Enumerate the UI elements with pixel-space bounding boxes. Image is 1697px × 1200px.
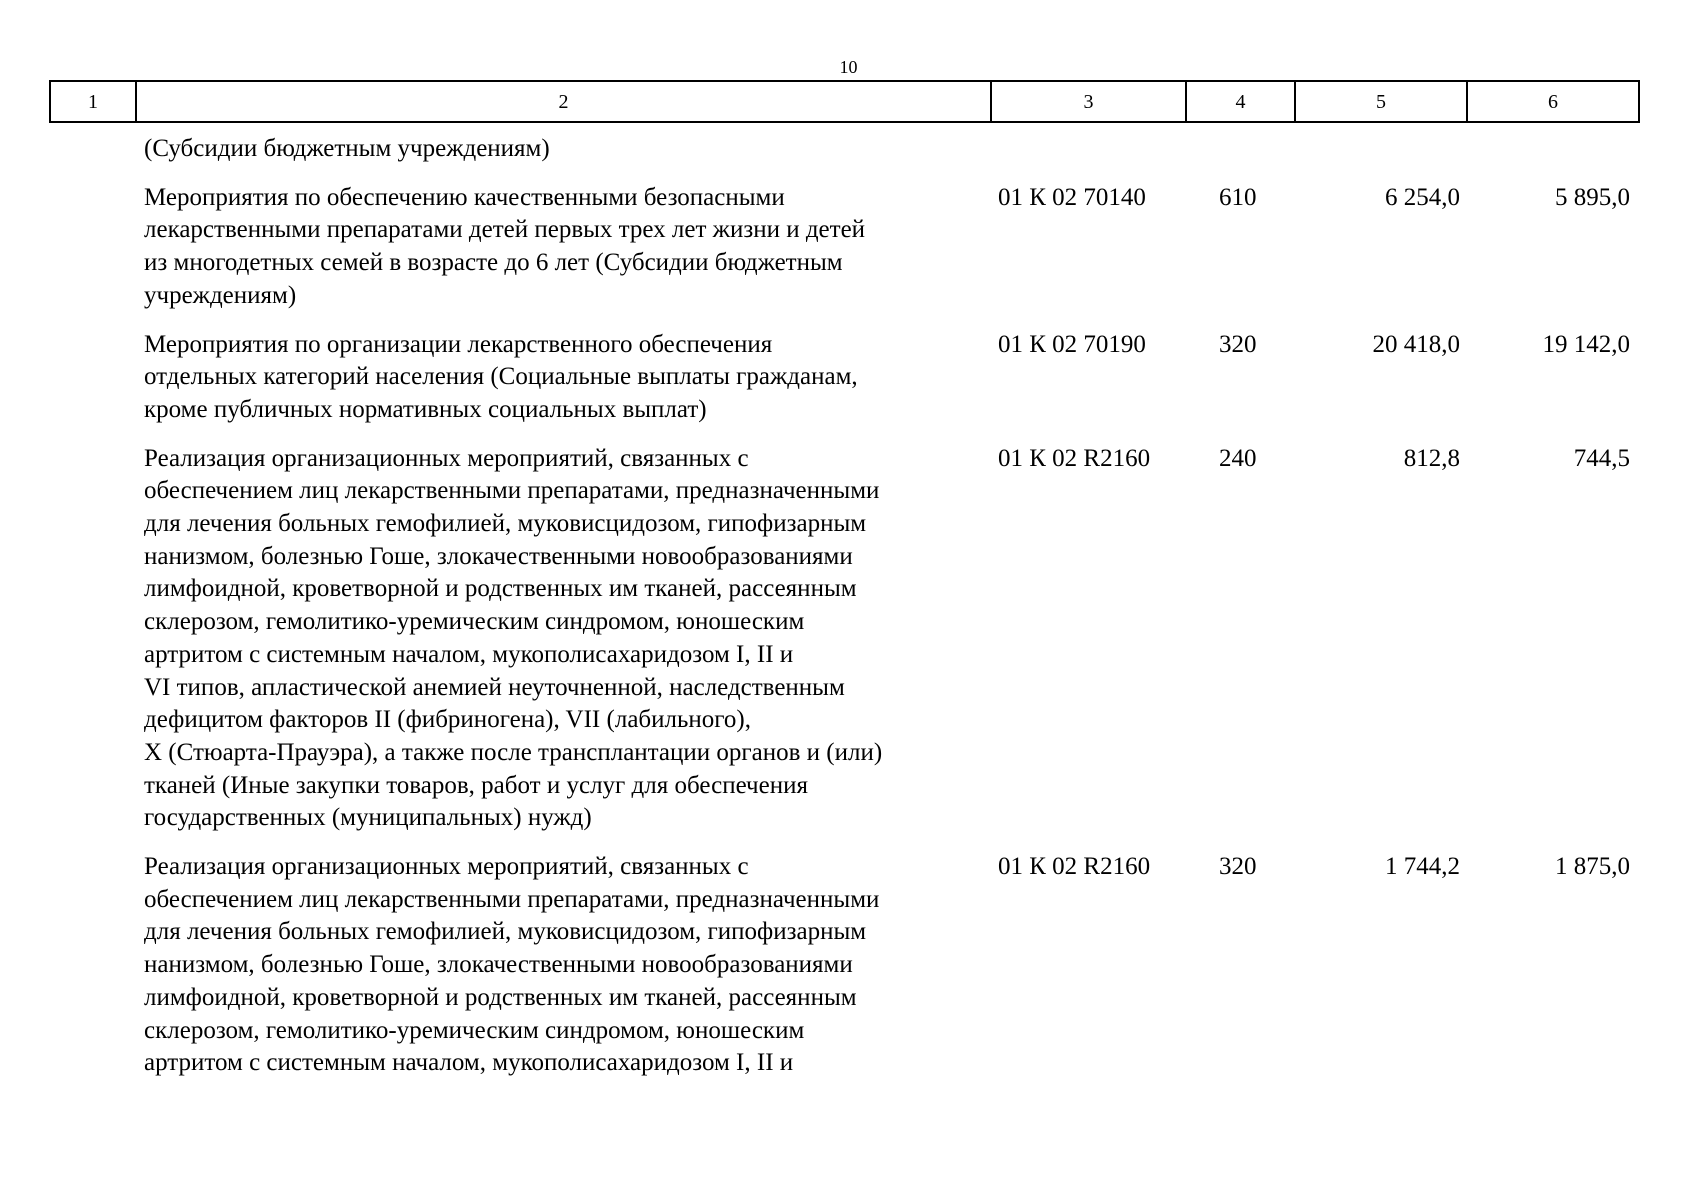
header-col-5: 5 (1295, 81, 1467, 122)
description-line: лекарственными препаратами детей первых трех лет жизни и детей (144, 216, 866, 244)
target-article-code: 01 К 02 70140 (998, 183, 1146, 211)
description-line: артритом с системным началом, мукополисахаридозом I, II и (144, 1049, 794, 1077)
header-col-2: 2 (136, 81, 991, 122)
row-description (136, 329, 990, 427)
target-article-code: 01 К 02 R2160 (998, 444, 1151, 472)
budget-rows (136, 133, 1638, 1096)
description-line: отдельных категорий населения (Социальные выплаты гражданам, (144, 363, 858, 391)
description-line: VI типов, апластической анемией неуточненной, наследственным (144, 673, 845, 701)
table-row (136, 443, 1638, 835)
table-row (136, 851, 1638, 1080)
target-article-code: 01 К 02 70190 (998, 330, 1146, 358)
description-line: нанизмом, болезнью Гоше, злокачественными новообразованиями (144, 951, 853, 979)
amount-year-2: 5 895,0 (1555, 183, 1630, 211)
header-col-4: 4 (1186, 81, 1295, 122)
description-line: нанизмом, болезнью Гоше, злокачественными новообразованиями (144, 542, 853, 570)
amount-year-1: 6 254,0 (1385, 183, 1460, 211)
header-col-3: 3 (991, 81, 1186, 122)
table-row (136, 133, 1638, 166)
description-line: кроме публичных нормативных социальных выплат) (144, 395, 707, 423)
description-line: для лечения больных гемофилией, муковисцидозом, гипофизарным (144, 510, 867, 538)
description-line: склерозом, гемолитико-уремическим синдромом, юношеским (144, 1016, 805, 1044)
description-line: обеспечением лиц лекарственными препаратами, предназначенными (144, 477, 880, 505)
description-line: для лечения больных гемофилией, муковисцидозом, гипофизарным (144, 918, 867, 946)
description-line: склерозом, гемолитико-уремическим синдромом, юношеским (144, 608, 805, 636)
row-description (136, 851, 990, 1080)
description-line: обеспечением лиц лекарственными препаратами, предназначенными (144, 885, 880, 913)
amount-year-1: 20 418,0 (1372, 330, 1460, 358)
expense-type-code: 320 (1219, 330, 1257, 358)
column-number-header (49, 80, 1640, 123)
expense-type-code: 610 (1219, 183, 1257, 211)
header-col-1: 1 (50, 81, 136, 122)
description-line: государственных (муниципальных) нужд) (144, 804, 592, 832)
description-line: Мероприятия по обеспечению качественными безопасными (144, 183, 785, 211)
description-line: лимфоидной, кроветворной и родственных им тканей, рассеянным (144, 575, 857, 603)
description-line: лимфоидной, кроветворной и родственных им тканей, рассеянным (144, 983, 857, 1011)
description-line: артритом с системным началом, мукополисахаридозом I, II и (144, 640, 794, 668)
row-description (136, 133, 990, 166)
row-description (136, 182, 990, 313)
description-line: из многодетных семей в возрасте до 6 лет (Субсидии бюджетным (144, 249, 843, 277)
amount-year-2: 1 875,0 (1555, 853, 1630, 881)
amount-year-1: 812,8 (1403, 444, 1460, 472)
description-line: Реализация организационных мероприятий, связанных с (144, 444, 749, 472)
description-line: (Субсидии бюджетным учреждениям) (144, 135, 550, 162)
table-row (136, 182, 1638, 313)
header-col-6: 6 (1467, 81, 1639, 122)
target-article-code: 01 К 02 R2160 (998, 853, 1151, 881)
header-row (50, 81, 1639, 122)
expense-type-code: 240 (1219, 444, 1257, 472)
amount-year-2: 744,5 (1573, 444, 1630, 472)
table-row (136, 329, 1638, 427)
expense-type-code: 320 (1219, 853, 1257, 881)
description-line: Реализация организационных мероприятий, связанных с (144, 853, 749, 881)
amount-year-1: 1 744,2 (1385, 853, 1460, 881)
row-description (136, 443, 990, 835)
description-line: Мероприятия по организации лекарственного обеспечения (144, 330, 773, 358)
description-line: тканей (Иные закупки товаров, работ и услуг для обеспечения (144, 771, 808, 799)
description-line: учреждениям) (144, 281, 297, 309)
amount-year-2: 19 142,0 (1542, 330, 1630, 358)
description-line: X (Стюарта-Прауэра), а также после трансплантации органов и (или) (144, 738, 883, 766)
page-number: 10 (839, 57, 858, 77)
description-line: дефицитом факторов II (фибриногена), VII (лабильного), (144, 706, 751, 734)
